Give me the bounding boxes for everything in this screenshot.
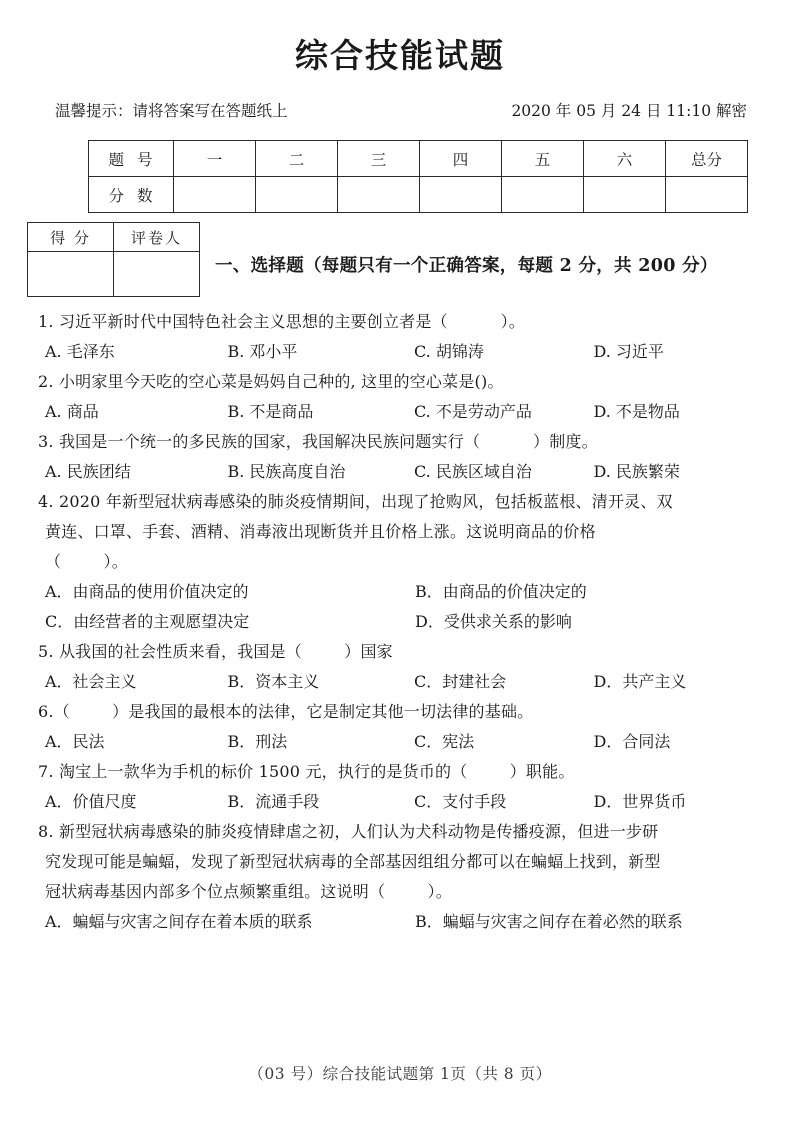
score-table-col-total: 总分 — [666, 141, 748, 177]
question-stem-line-3: 冠状病毒基因内部多个位点频繁重组。这说明（ ）。 — [45, 882, 452, 901]
option-d[interactable]: D．世界货币 — [593, 792, 687, 811]
score-table-col-4: 四 — [420, 141, 502, 177]
score-cell-3[interactable] — [338, 177, 420, 213]
option-c[interactable]: C．封建社会 — [413, 672, 507, 691]
option-b[interactable]: B. 民族高度自治 — [227, 462, 346, 481]
option-c[interactable]: C．支付手段 — [413, 792, 507, 811]
question-item — [38, 427, 768, 487]
option-b[interactable]: B．流通手段 — [227, 792, 320, 811]
option-c[interactable]: C. 胡锦涛 — [413, 342, 484, 361]
grader-box-value-row — [28, 252, 200, 297]
question-options-row — [38, 397, 768, 427]
option-b[interactable]: B. 邓小平 — [227, 342, 298, 361]
option-a[interactable]: A．由商品的使用价值决定的 — [45, 582, 249, 601]
option-a[interactable]: A．蝙蝠与灾害之间存在着本质的联系 — [45, 912, 313, 931]
option-d[interactable]: D. 民族繁荣 — [593, 462, 680, 481]
grader-box-value-score[interactable] — [28, 252, 114, 297]
question-stem-line-3: （ ）。 — [45, 552, 128, 571]
question-item — [38, 637, 768, 697]
question-stem: 7. 淘宝上一款华为手机的标价 1500 元，执行的是货币的（ ）职能。 — [38, 762, 575, 781]
page-footer: （03 号）综合技能试题第 1页（共 8 页） — [248, 1065, 552, 1083]
score-table-row-label-number: 题 号 — [89, 141, 174, 177]
section-heading-multiple-choice: 一、选择题（每题只有一个正确答案，每题 2 分，共 200 分） — [215, 256, 718, 276]
score-table-col-5: 五 — [502, 141, 584, 177]
option-d[interactable]: D．合同法 — [593, 732, 671, 751]
question-options-row — [38, 667, 768, 697]
question-options-row — [38, 787, 768, 817]
grader-box-label-grader: 评卷人 — [114, 223, 200, 252]
question-stem: 3. 我国是一个统一的多民族的国家，我国解决民族问题实行（ ）制度。 — [38, 432, 598, 451]
option-a[interactable]: A. 毛泽东 — [45, 342, 115, 361]
option-b[interactable]: B．由商品的价值决定的 — [415, 582, 587, 601]
option-a[interactable]: A. 商品 — [45, 402, 99, 421]
question-options-row — [38, 607, 768, 637]
grader-score-box — [27, 222, 200, 297]
question-item — [38, 757, 768, 817]
question-stem: 6.（ ）是我国的最根本的法律，它是制定其他一切法律的基础。 — [38, 702, 534, 721]
question-options-row — [38, 727, 768, 757]
grader-box-value-grader[interactable] — [114, 252, 200, 297]
question-options-row — [38, 577, 768, 607]
question-item — [38, 817, 768, 937]
question-stem: 2. 小明家里今天吃的空心菜是妈妈自己种的, 这里的空心菜是()。 — [38, 372, 504, 391]
question-item — [38, 697, 768, 757]
score-cell-6[interactable] — [584, 177, 666, 213]
score-table-col-1: 一 — [174, 141, 256, 177]
score-table-row-label-score: 分 数 — [89, 177, 174, 213]
score-cell-1[interactable] — [174, 177, 256, 213]
option-a[interactable]: A．价值尺度 — [45, 792, 137, 811]
option-d[interactable]: D．受供求关系的影响 — [415, 612, 572, 631]
question-stem: 4. 2020 年新型冠状病毒感染的肺炎疫情期间，出现了抢购风，包括板蓝根、清开灵、双 — [38, 492, 673, 511]
question-stem: 5. 从我国的社会性质来看，我国是（ ）国家 — [38, 642, 393, 661]
question-stem: 8. 新型冠状病毒感染的肺炎疫情肆虐之初，人们认为犬科动物是传播疫源，但进一步研 — [38, 822, 659, 841]
option-a[interactable]: A．社会主义 — [45, 672, 137, 691]
question-options-row — [38, 907, 768, 937]
score-table-col-2: 二 — [256, 141, 338, 177]
score-cell-4[interactable] — [420, 177, 502, 213]
question-item — [38, 307, 768, 367]
option-c[interactable]: C. 民族区域自治 — [413, 462, 532, 481]
option-c[interactable]: C. 不是劳动产品 — [413, 402, 532, 421]
option-d[interactable]: D. 不是物品 — [593, 402, 680, 421]
option-d[interactable]: D．共产主义 — [593, 672, 687, 691]
decrypt-datetime-text: 2020 年 05 月 24 日 11:10 解密 — [511, 102, 747, 120]
score-cell-2[interactable] — [256, 177, 338, 213]
option-a[interactable]: A. 民族团结 — [45, 462, 131, 481]
table-row-question-numbers — [89, 141, 748, 177]
question-stem-line-2: 黄连、口罩、手套、酒精、消毒液出现断货并且价格上涨。这说明商品的价格 — [45, 522, 596, 541]
option-d[interactable]: D. 习近平 — [593, 342, 664, 361]
option-a[interactable]: A．民法 — [45, 732, 105, 751]
table-row-scores — [89, 177, 748, 213]
grader-box-header-row — [28, 223, 200, 252]
score-summary-table — [88, 140, 748, 213]
option-b[interactable]: B．蝙蝠与灾害之间存在着必然的联系 — [415, 912, 683, 931]
exam-tip-text: 温馨提示：请将答案写在答题纸上 — [55, 102, 288, 120]
question-item — [38, 487, 768, 637]
option-c[interactable]: C．宪法 — [413, 732, 475, 751]
score-cell-total[interactable] — [666, 177, 748, 213]
option-b[interactable]: B．刑法 — [227, 732, 288, 751]
option-b[interactable]: B. 不是商品 — [227, 402, 314, 421]
grader-box-label-score: 得 分 — [28, 223, 114, 252]
option-c[interactable]: C．由经营者的主观愿望决定 — [45, 612, 250, 631]
question-options-row — [38, 337, 768, 367]
question-stem-line-2: 究发现可能是蝙蝠，发现了新型冠状病毒的全部基因组组分都可以在蝙蝠上找到，新型 — [45, 852, 661, 871]
score-table-col-6: 六 — [584, 141, 666, 177]
header-row — [55, 99, 747, 121]
question-item — [38, 367, 768, 427]
score-cell-5[interactable] — [502, 177, 584, 213]
question-options-row — [38, 457, 768, 487]
questions-container — [38, 307, 768, 937]
question-stem: 1. 习近平新时代中国特色社会主义思想的主要创立者是（ ）。 — [38, 312, 526, 331]
option-b[interactable]: B．资本主义 — [227, 672, 320, 691]
page-title: 综合技能试题 — [295, 36, 505, 75]
score-table-col-3: 三 — [338, 141, 420, 177]
